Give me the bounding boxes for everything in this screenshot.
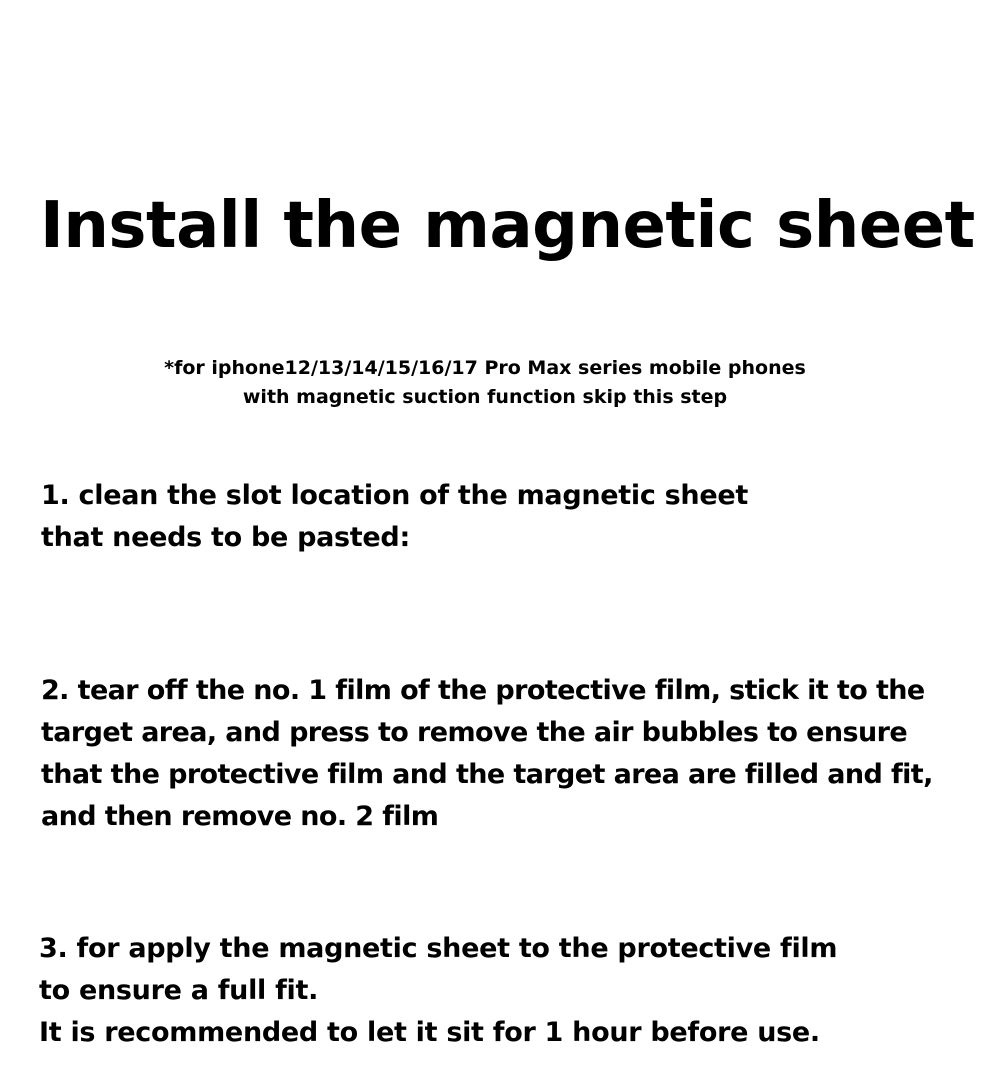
step-1-line-1: 1. clean the slot location of the magnetic sheet: [41, 480, 748, 511]
step-2-line-3: that the protective film and the target area are filled and fit,: [41, 759, 933, 790]
step-3-line-1: 3. for apply the magnetic sheet to the protective film: [39, 933, 838, 964]
step-3-line-2: to ensure a full fit.: [39, 975, 319, 1006]
step-2: [41, 670, 933, 838]
step-1-line-2: that needs to be pasted:: [41, 522, 410, 553]
step-3-line-3: It is recommended to let it sit for 1 hour before use.: [39, 1017, 820, 1048]
page-title: Install the magnetic sheet: [40, 189, 975, 263]
note-line-1: *for iphone12/13/14/15/16/17 Pro Max series mobile phones: [164, 357, 806, 379]
step-2-line-2: target area, and press to remove the air bubbles to ensure: [41, 717, 908, 748]
step-3: [39, 928, 837, 1054]
compatibility-note: [0, 354, 970, 412]
note-line-2: with magnetic suction function skip this step: [242, 386, 728, 408]
step-2-line-4: and then remove no. 2 film: [41, 801, 439, 832]
step-1: [41, 475, 748, 559]
step-2-line-1: 2. tear off the no. 1 film of the protective film, stick it to the: [41, 675, 925, 706]
